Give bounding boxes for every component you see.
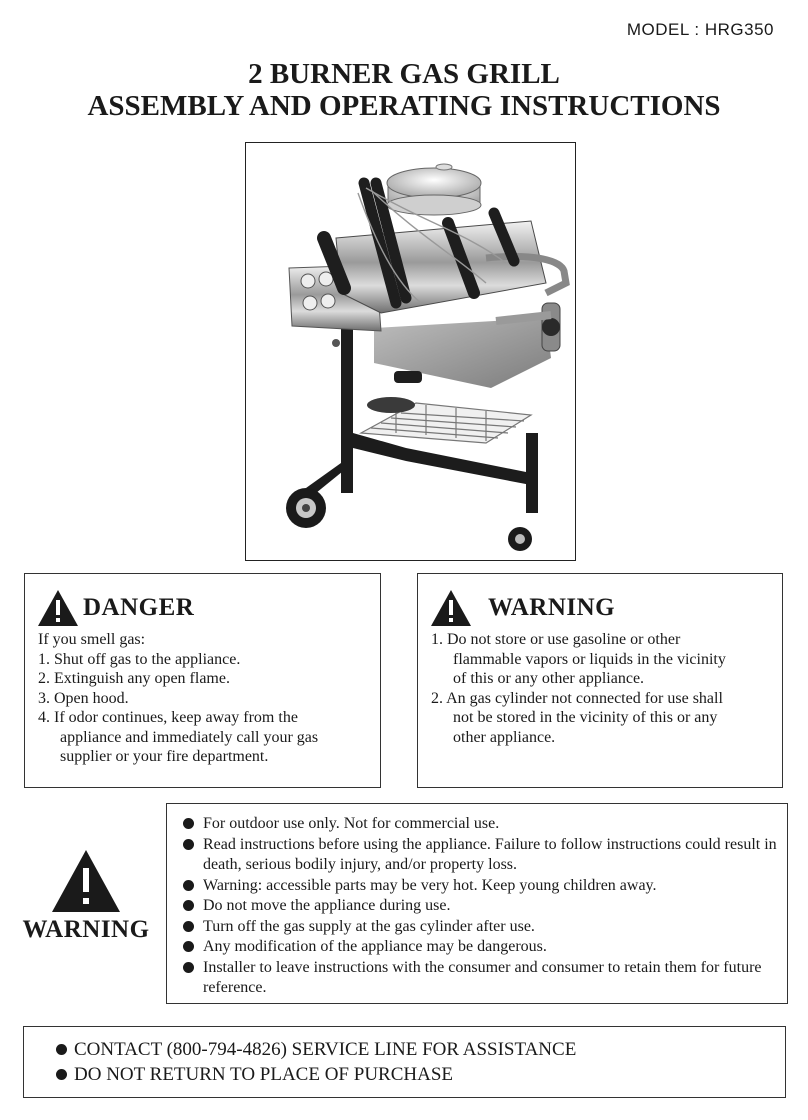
list-item: [181, 814, 781, 835]
list-item: [181, 917, 781, 938]
list-item: [181, 937, 781, 958]
safety-rules-list: [181, 814, 781, 999]
bullet-icon: [183, 941, 194, 952]
large-warning: [18, 848, 154, 944]
bullet-icon: [56, 1069, 67, 1080]
large-warning-triangle-icon: [50, 848, 122, 914]
danger-line: appliance and immediately call your gas: [60, 728, 319, 746]
warning-line: other appliance.: [453, 728, 556, 746]
warning-line: of this or any other appliance.: [453, 670, 645, 687]
rule-text: Turn off the gas supply at the gas cylinder after use.: [203, 917, 535, 935]
warning-line: 2. An gas cylinder not connected for use shall: [431, 689, 723, 707]
danger-box: [24, 573, 381, 788]
warning-line: 1. Do not store or use gasoline or other: [431, 631, 681, 648]
list-item: [54, 1037, 576, 1062]
engine-grill-illustration: [246, 143, 575, 560]
large-warning-label: WARNING: [22, 916, 150, 943]
warning-text: [431, 630, 774, 747]
product-photo: [245, 142, 576, 561]
contact-text: CONTACT (800-794-4826) SERVICE LINE FOR ASSISTANCE: [74, 1039, 577, 1060]
contact-list: [54, 1037, 576, 1087]
list-item: [181, 958, 781, 999]
bullet-icon: [183, 921, 194, 932]
danger-warning-triangle-icon: [37, 588, 79, 628]
list-item: [181, 876, 781, 897]
contact-text: DO NOT RETURN TO PLACE OF PURCHASE: [74, 1064, 453, 1085]
rule-text: Do not move the appliance during use.: [203, 897, 451, 914]
danger-line: 1. Shut off gas to the appliance.: [38, 650, 241, 668]
warning-line: flammable vapors or liquids in the vicinity: [453, 650, 726, 668]
rule-text: Warning: accessible parts may be very hot. Keep young children away.: [203, 876, 657, 894]
list-item: [181, 835, 781, 876]
danger-line: If you smell gas:: [38, 631, 146, 648]
bullet-icon: [56, 1044, 67, 1055]
title-line-2: ASSEMBLY AND OPERATING INSTRUCTIONS: [87, 90, 721, 122]
safety-rules-box: [166, 803, 788, 1004]
danger-heading: [37, 588, 194, 628]
bullet-icon: [183, 900, 194, 911]
rule-text: Installer to leave instructions with the consumer and consumer to retain them for future reference.: [203, 958, 762, 996]
danger-line: 2. Extinguish any open flame.: [38, 670, 230, 687]
list-item: [181, 896, 781, 917]
model-number: MODEL : HRG350: [626, 20, 774, 39]
danger-line: 3. Open hood.: [38, 689, 129, 707]
danger-text: [38, 630, 372, 767]
warning-box: [417, 573, 783, 788]
warning-heading-label: WARNING: [488, 594, 616, 621]
danger-line: supplier or your fire department.: [60, 748, 269, 765]
warning-heading: [430, 588, 615, 628]
danger-line: 4. If odor continues, keep away from the: [38, 709, 298, 726]
rule-text: Any modification of the appliance may be dangerous.: [203, 938, 547, 955]
bullet-icon: [183, 962, 194, 973]
contact-box: [23, 1026, 786, 1098]
warning-line: not be stored in the vicinity of this or any: [453, 709, 718, 726]
list-item: [54, 1062, 576, 1087]
danger-heading-label: DANGER: [83, 594, 195, 621]
rule-text: For outdoor use only. Not for commercial use.: [203, 815, 500, 832]
bullet-icon: [183, 818, 194, 829]
bullet-icon: [183, 839, 194, 850]
title-line-1: 2 BURNER GAS GRILL: [248, 58, 560, 90]
warning-triangle-icon: [430, 588, 472, 628]
bullet-icon: [183, 880, 194, 891]
rule-text: Read instructions before using the appliance. Failure to follow instructions could result in death, serious bodily injury, and/or property loss.: [203, 835, 777, 873]
